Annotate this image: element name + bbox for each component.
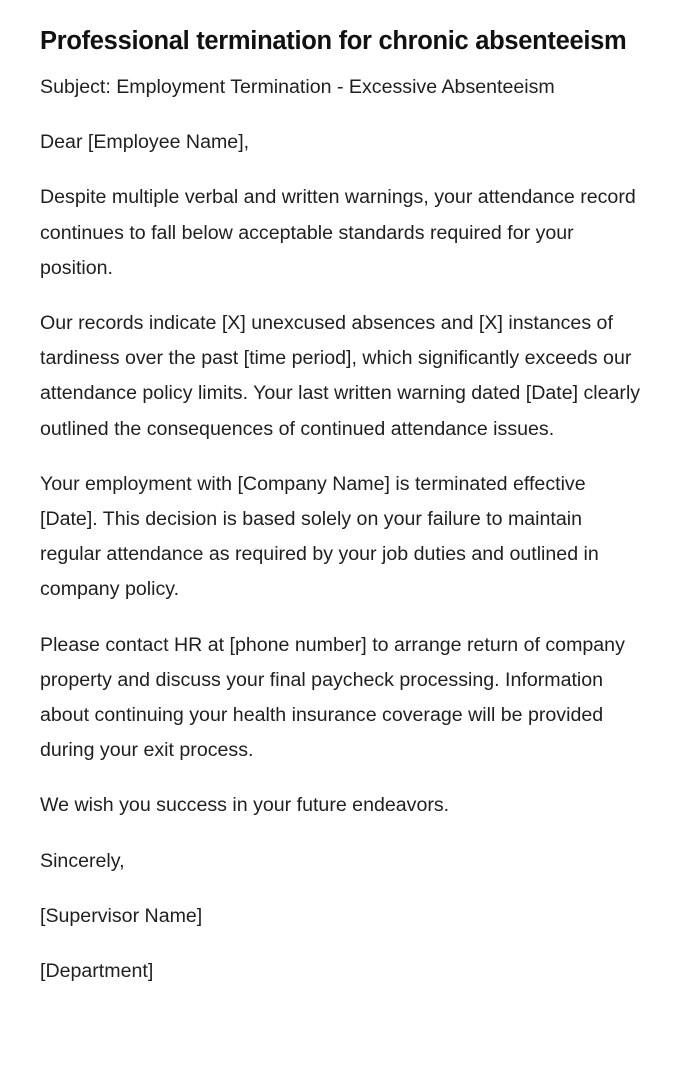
signature-department: [Department] xyxy=(40,960,154,983)
page-title: Professional termination for chronic absenteeism xyxy=(40,27,627,55)
salutation: Dear [Employee Name], xyxy=(40,131,250,154)
body-paragraph-3: Your employment with [Company Name] is terminated effective [Date]. This decision is based solely on your failure to maintain regular attendance as required by your job duties and outlined in company policy. xyxy=(40,472,599,601)
letter-document xyxy=(40,22,644,1009)
body-paragraph-4: Please contact HR at [phone number] to arrange return of company property and discuss your final paycheck processing. Information about continuing your health insurance coverage will be provided during your exit process. xyxy=(40,633,625,762)
body-paragraph-2: Our records indicate [X] unexcused absences and [X] instances of tardiness over the past [time period], which significantly exceeds our attendance policy limits. Your last written warning dated [Date] clearly outlined the consequences of continued attendance issues. xyxy=(40,312,641,440)
body-paragraph-5: We wish you success in your future endeavors. xyxy=(40,794,450,817)
subject-line: Subject: Employment Termination - Excessive Absenteeism xyxy=(40,76,555,98)
closing: Sincerely, xyxy=(40,849,125,872)
body-paragraph-1: Despite multiple verbal and written warnings, your attendance record continues to fall below acceptable standards required for your position. xyxy=(40,186,636,279)
signature-name: [Supervisor Name] xyxy=(40,904,203,927)
